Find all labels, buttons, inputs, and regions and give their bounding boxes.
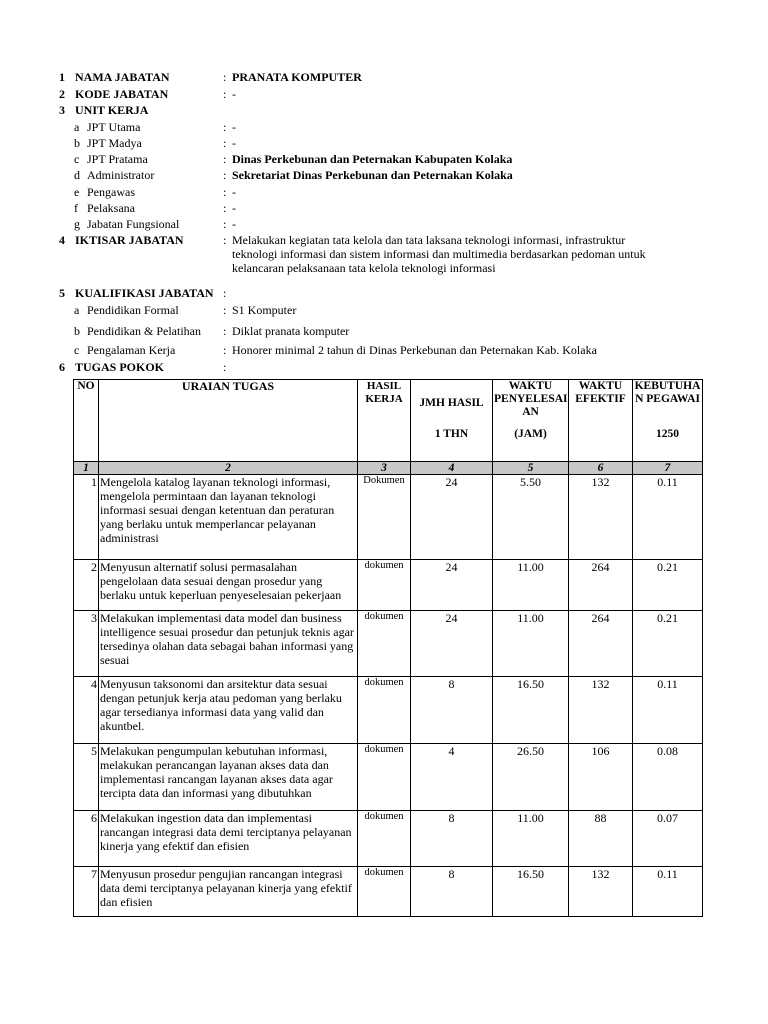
header-uraian-tugas: URAIAN TUGAS: [99, 380, 358, 462]
tugas-pokok-table: [73, 379, 703, 917]
item-letter: b: [74, 136, 80, 150]
field-label: KUALIFIKASI JABATAN: [75, 286, 214, 300]
colon: :: [223, 217, 227, 231]
field-label: UNIT KERJA: [75, 103, 149, 117]
header-kebutuhan-pegawai-label: KEBUTUHA N PEGAWAI: [634, 380, 701, 405]
header-waktu-efektif: [569, 380, 633, 462]
row-hasil-kerja: dokumen: [358, 560, 411, 611]
colon: :: [223, 70, 227, 84]
row-hasil-kerja: dokumen: [358, 811, 411, 867]
field-label: KODE JABATAN: [75, 87, 169, 101]
header-waktu-penyelesaian-label: WAKTU PENYELESAI AN: [494, 380, 568, 418]
row-waktu-efektif: 264: [569, 560, 633, 611]
item-value: -: [232, 201, 236, 215]
item-letter: a: [74, 303, 80, 317]
row-waktu-efektif: 132: [569, 677, 633, 744]
item-label: Pendidikan & Pelatihan: [87, 324, 201, 338]
field-label: IKTISAR JABATAN: [75, 233, 184, 247]
item-value: -: [232, 185, 236, 199]
table-row: [74, 475, 703, 560]
item-value: -: [232, 217, 236, 231]
field-number: 1: [59, 70, 65, 84]
row-kebutuhan-pegawai: 0.11: [633, 677, 703, 744]
row-waktu-penyelesaian: 11.00: [493, 611, 569, 677]
table-row: [74, 560, 703, 611]
colon: :: [223, 286, 227, 300]
header-jmh-hasil-sub: 1 THN: [434, 428, 469, 440]
item-value: S1 Komputer: [232, 303, 297, 317]
column-number: 4: [411, 462, 493, 475]
item-letter: e: [74, 185, 80, 199]
field-number: 4: [59, 233, 65, 247]
row-number: 5: [74, 744, 99, 811]
row-waktu-efektif: 106: [569, 744, 633, 811]
row-jmh-hasil: 8: [411, 677, 493, 744]
item-letter: c: [74, 152, 80, 166]
row-waktu-penyelesaian: 11.00: [493, 811, 569, 867]
row-jmh-hasil: 24: [411, 560, 493, 611]
row-waktu-efektif: 264: [569, 611, 633, 677]
field-value: PRANATA KOMPUTER: [232, 70, 362, 84]
colon: :: [223, 303, 227, 317]
item-letter: g: [74, 217, 80, 231]
field-number: 5: [59, 286, 65, 300]
field-label: TUGAS POKOK: [75, 360, 165, 374]
colon: :: [223, 136, 227, 150]
field-label: NAMA JABATAN: [75, 70, 170, 84]
row-jmh-hasil: 8: [411, 867, 493, 917]
table-header-row: [74, 380, 703, 462]
colon: :: [223, 233, 227, 247]
row-description: Mengelola katalog layanan teknologi informasi, mengelola permintaan dan layanan teknologi informasi sesuai dengan ketentuan dan peraturan yang berlaku untuk memperlancar pelayanan administrasi: [99, 475, 358, 560]
table-row: [74, 677, 703, 744]
row-kebutuhan-pegawai: 0.21: [633, 611, 703, 677]
item-letter: b: [74, 324, 80, 338]
item-label: Administrator: [87, 168, 155, 182]
item-value: -: [232, 120, 236, 134]
column-number: 2: [99, 462, 358, 475]
colon: :: [223, 87, 227, 101]
row-kebutuhan-pegawai: 0.11: [633, 475, 703, 560]
row-description: Menyusun prosedur pengujian rancangan integrasi data demi terciptanya pelayanan kinerja yang efektif dan efisien: [99, 867, 358, 917]
row-description: Menyusun alternatif solusi permasalahan pengelolaan data sesuai dengan prosedur yang berlaku untuk keperluan penyeselesaian pekerjaan: [99, 560, 358, 611]
colon: :: [223, 201, 227, 215]
item-label: Pendidikan Formal: [87, 303, 179, 317]
field-number: 6: [59, 360, 65, 374]
row-waktu-efektif: 88: [569, 811, 633, 867]
row-hasil-kerja: Dokumen: [358, 475, 411, 560]
header-waktu-penyelesaian: [493, 380, 569, 462]
row-jmh-hasil: 4: [411, 744, 493, 811]
field-number: 3: [59, 103, 65, 117]
row-number: 6: [74, 811, 99, 867]
header-jmh-hasil-label: JMH HASIL: [419, 397, 484, 409]
row-description: Melakukan pengumpulan kebutuhan informasi, melakukan perancangan layanan akses data dan implementasi rancangan layanan akses data agar tercipta data dan informasi yang dibutuhkan: [99, 744, 358, 811]
item-label: Jabatan Fungsional: [87, 217, 180, 231]
row-hasil-kerja: dokumen: [358, 744, 411, 811]
colon: :: [223, 343, 227, 357]
colon: :: [223, 152, 227, 166]
field-number: 2: [59, 87, 65, 101]
item-letter: f: [74, 201, 78, 215]
colon: :: [223, 168, 227, 182]
row-number: 2: [74, 560, 99, 611]
item-letter: d: [74, 168, 80, 182]
item-label: JPT Madya: [87, 136, 142, 150]
colon: :: [223, 185, 227, 199]
header-no: NO: [74, 380, 99, 462]
row-kebutuhan-pegawai: 0.07: [633, 811, 703, 867]
header-kebutuhan-pegawai-sub: 1250: [656, 428, 679, 440]
item-label: Pelaksana: [87, 201, 135, 215]
row-waktu-penyelesaian: 11.00: [493, 560, 569, 611]
column-number-row: [74, 462, 703, 475]
column-number: 6: [569, 462, 633, 475]
row-jmh-hasil: 24: [411, 475, 493, 560]
item-label: Pengalaman Kerja: [87, 343, 176, 357]
colon: :: [223, 324, 227, 338]
table-row: [74, 744, 703, 811]
colon: :: [223, 360, 227, 374]
row-hasil-kerja: dokumen: [358, 677, 411, 744]
row-number: 3: [74, 611, 99, 677]
row-kebutuhan-pegawai: 0.11: [633, 867, 703, 917]
row-waktu-penyelesaian: 5.50: [493, 475, 569, 560]
row-description: Menyusun taksonomi dan arsitektur data sesuai dengan petunjuk kerja atau pedoman yang berlaku agar tersedianya informasi data yang valid dan akuntbel.: [99, 677, 358, 744]
row-description: Melakukan implementasi data model dan business intelligence sesuai prosedur dan petunjuk teknis agar tersedinya olahan data sebagai bahan informasi yang sesuai: [99, 611, 358, 677]
field-value: -: [232, 87, 236, 101]
colon: :: [223, 120, 227, 134]
header-hasil-kerja: HASIL KERJA: [358, 380, 411, 462]
item-value: Honorer minimal 2 tahun di Dinas Perkebunan dan Peternakan Kab. Kolaka: [232, 343, 597, 357]
row-hasil-kerja: dokumen: [358, 867, 411, 917]
row-waktu-penyelesaian: 26.50: [493, 744, 569, 811]
table-row: [74, 811, 703, 867]
table-row: [74, 867, 703, 917]
row-number: 1: [74, 475, 99, 560]
row-kebutuhan-pegawai: 0.21: [633, 560, 703, 611]
header-waktu-penyelesaian-sub: (JAM): [514, 428, 547, 440]
row-waktu-penyelesaian: 16.50: [493, 867, 569, 917]
row-waktu-penyelesaian: 16.50: [493, 677, 569, 744]
header-waktu-efektif-label: WAKTU EFEKTIF: [575, 380, 626, 405]
item-letter: c: [74, 343, 80, 357]
item-label: JPT Utama: [87, 120, 141, 134]
field-value: Melakukan kegiatan tata kelola dan tata laksana teknologi informasi, infrastruktur teknologi informasi dan sistem informasi dan multimedia berdasarkan pedoman untuk kelancaran pelaksanaan tata kelola teknologi informasi: [232, 233, 646, 275]
row-number: 7: [74, 867, 99, 917]
item-label: JPT Pratama: [87, 152, 148, 166]
column-number: 3: [358, 462, 411, 475]
column-number: 1: [74, 462, 99, 475]
column-number: 5: [493, 462, 569, 475]
row-jmh-hasil: 24: [411, 611, 493, 677]
row-waktu-efektif: 132: [569, 475, 633, 560]
item-value: Diklat pranata komputer: [232, 324, 350, 338]
row-jmh-hasil: 8: [411, 811, 493, 867]
item-value: Dinas Perkebunan dan Peternakan Kabupaten Kolaka: [232, 152, 513, 166]
row-number: 4: [74, 677, 99, 744]
item-value: Sekretariat Dinas Perkebunan dan Peternakan Kolaka: [232, 168, 513, 182]
table-row: [74, 611, 703, 677]
row-hasil-kerja: dokumen: [358, 611, 411, 677]
item-label: Pengawas: [87, 185, 135, 199]
row-description: Melakukan ingestion data dan implementasi rancangan integrasi data demi terciptanya pelayanan kinerja yang efektif dan efisien: [99, 811, 358, 867]
row-waktu-efektif: 132: [569, 867, 633, 917]
header-kebutuhan-pegawai: [633, 380, 703, 462]
item-value: -: [232, 136, 236, 150]
row-kebutuhan-pegawai: 0.08: [633, 744, 703, 811]
header-jmh-hasil: [411, 380, 493, 462]
item-letter: a: [74, 120, 80, 134]
column-number: 7: [633, 462, 703, 475]
